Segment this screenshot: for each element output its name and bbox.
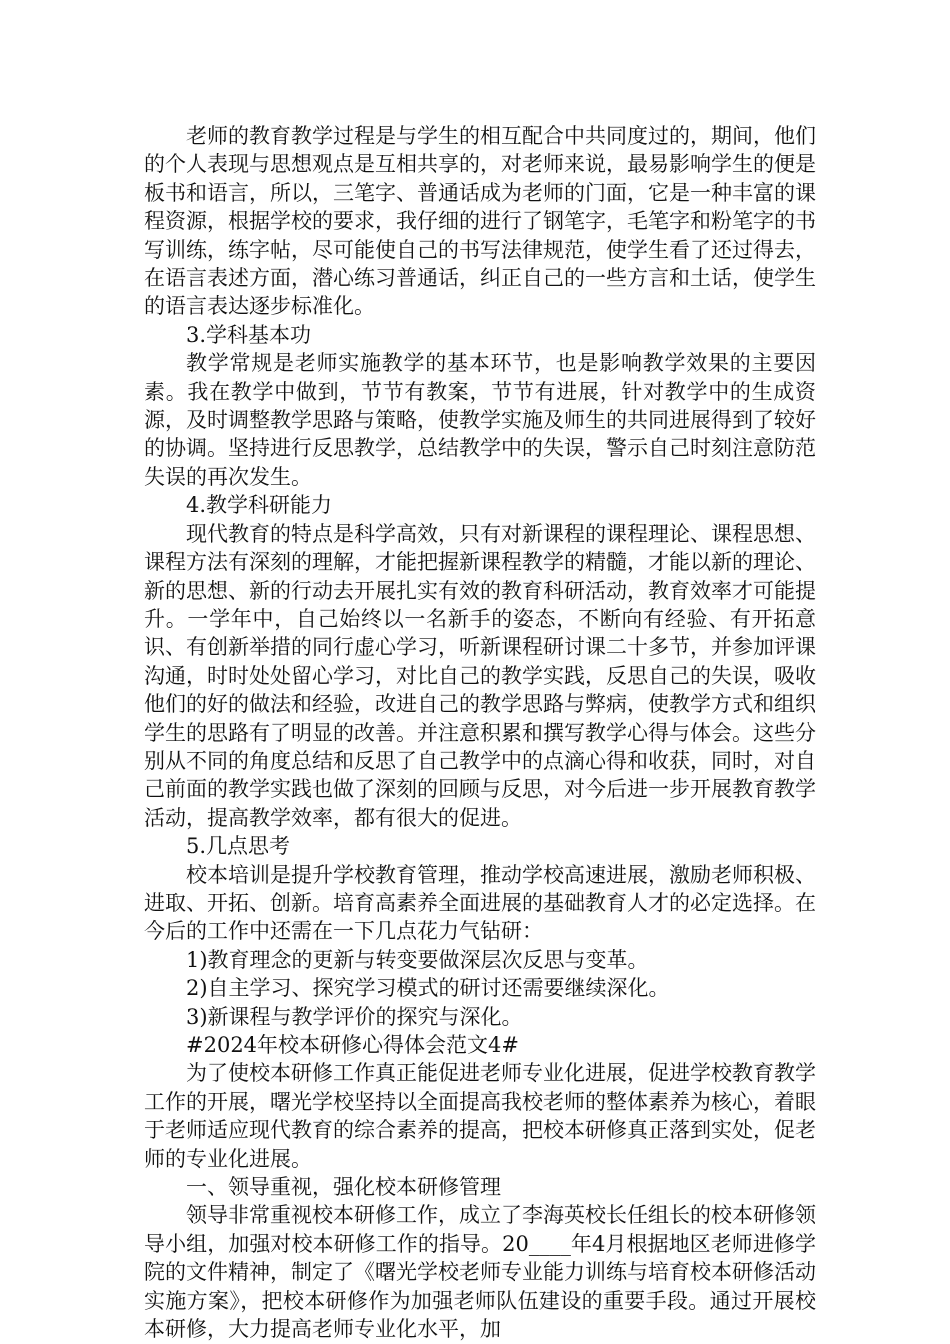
heading-reflections: 5.几点思考 [186, 834, 291, 859]
list-item-2: 2)自主学习、探究学习模式的研讨还需要继续深化。 [186, 976, 670, 1001]
heading-leadership: 一、领导重视，强化校本研修管理 [186, 1175, 501, 1200]
paragraph-modern-education: 现代教育的特点是科学高效，只有对新课程的课程理论、课程思想、课程方法有深刻的理解，才能把握新课程教学的精髓，才能以新的理论、新的思想、新的行动去开展扎实有效的教育科研活动，教育效率才可能提升。一学年中，自己始终以一名新手的姿态，不断向有经验、有开拓意识、有创新举措的同行虚心学习，听新课程研讨课二十多节，并参加评课沟通，时时处处留心学习，对比自己的教学实践，反思自己的失误，吸收他们的好的做法和经验，改进自己的教学思路与弊病，使教学方式和组织学生的思路有了明显的改善。并注意积累和撰写教学心得与体会。这些分别从不同的角度总结和反思了自己教学中的点滴心得和收获，同时，对自己前面的教学实践也做了深刻的回顾与反思，对今后进一步开展教育教学活动，提高教学效率，都有很大的促进。 [144, 521, 816, 830]
paragraph-blackboard-language: 老师的教育教学过程是与学生的相互配合中共同度过的，期间，他们的个人表现与思想观点是互相共享的，对老师来说，最易影响学生的便是板书和语言，所以，三笔字、普通话成为老师的门面，它是一种丰富的课程资源，根据学校的要求，我仔细的进行了钢笔字，毛笔字和粉笔字的书写训练，练字帖，尽可能使自己的书写法律规范，使学生看了还过得去，在语言表述方面，潜心练习普通话，纠正自己的一些方言和土话，使学生的语言表达逐步标准化。 [144, 124, 816, 319]
paragraph-intro-sample-4: 为了使校本研修工作真正能促进老师专业化进展，促进学校教育教学工作的开展，曙光学校坚持以全面提高我校老师的整体素养为核心，着眼于老师适应现代教育的综合素养的提高，把校本研修真正落到实处，促老师的专业化进展。 [144, 1061, 816, 1171]
section-title-sample-4: #2024年校本研修心得体会范文4# [186, 1033, 519, 1057]
document-body [144, 122, 816, 1343]
list-item-3: 3)新课程与教学评价的探究与深化。 [186, 1004, 523, 1029]
paragraph-school-training: 校本培训是提升学校教育管理，推动学校高速进展，激励老师积极、进取、开拓、创新。培育高素养全面进展的基础教育人才的必定选择。在今后的工作中还需在一下几点花力气钻研： [144, 862, 816, 944]
list-item-1: 1)教育理念的更新与转变要做深层次反思与变革。 [186, 947, 649, 972]
heading-subject-basics: 3.学科基本功 [186, 322, 312, 347]
heading-research-ability: 4.教学科研能力 [186, 493, 333, 518]
paragraph-leadership: 领导非常重视校本研修工作，成立了李海英校长任组长的校本研修领导小组，加强对校本研修工作的指导。20____年4月根据地区老师进修学院的文件精神，制定了《曙光学校老师专业能力训练与培育校本研修活动实施方案》，把校本研修作为加强老师队伍建设的重要手段。通过开展校本研修，大力提高老师专业化水平，加 [144, 1203, 816, 1342]
paragraph-teaching-routine: 教学常规是老师实施教学的基本环节，也是影响教学效果的主要因素。我在教学中做到，节节有教案，节节有进展，针对教学中的生成资源，及时调整教学思路与策略，使教学实施及师生的共同进展得到了较好的协调。坚持进行反思教学，总结教学中的失误，警示自己时刻注意防范失误的再次发生。 [144, 351, 816, 489]
